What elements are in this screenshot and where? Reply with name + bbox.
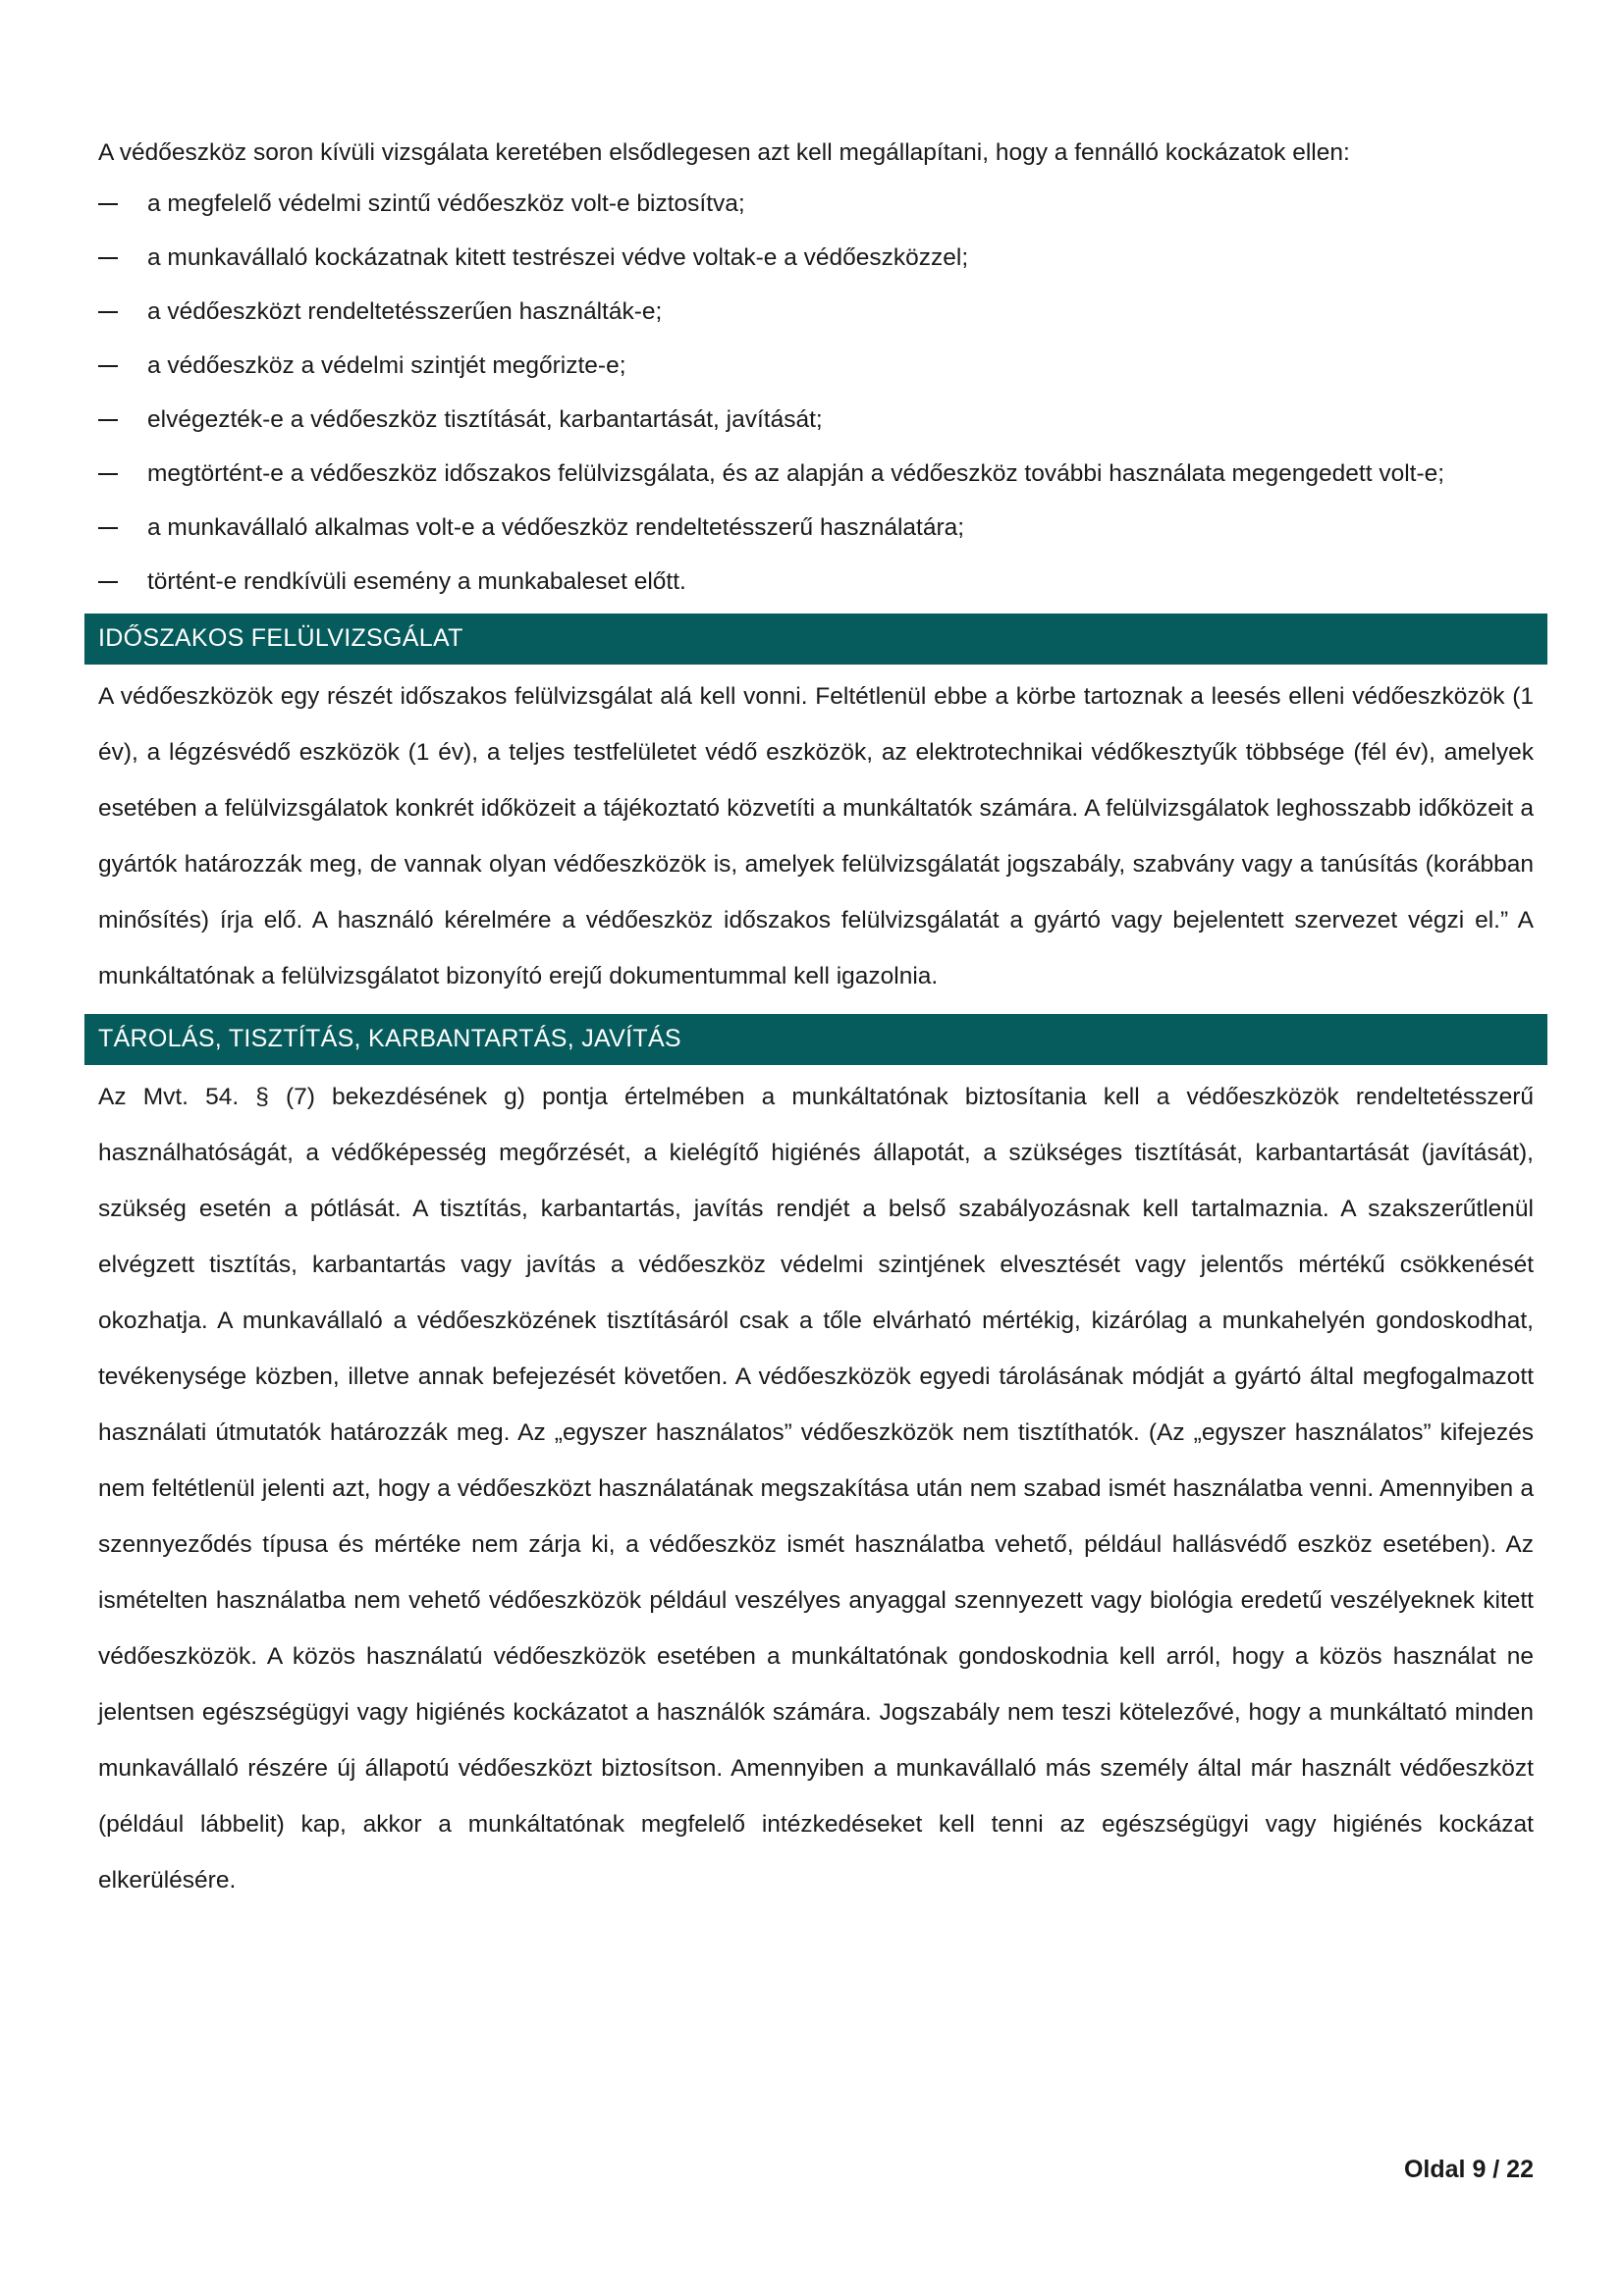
section-body-periodic-inspection: A védőeszközök egy részét időszakos felülvizsgálat alá kell vonni. Feltétlenül ebbe a körbe tartoznak a leesés elleni védőeszközök (1 év), a légzésvédő eszközök (1 év), a teljes testfelületet védő eszközök, az elektrotechnikai védőkesztyűk többsége (fél év), amelyek esetében a felülvizsgálatok konkrét időközeit a tájékoztató közvetíti a munkáltatók számára. A felülvizsgálatok leghosszabb időközeit a gyártók határozzák meg, de vannak olyan védőeszközök is, amelyek felülvizsgálatát jogszabály, szabvány vagy a tanúsítás (korábban minősítés) írja elő. A használó kérelmére a védőeszköz időszakos felülvizsgálatát a gyártó vagy bejelentett szervezet végzi el.” A munkáltatónak a felülvizsgálatot bizonyító erejű dokumentummal kell igazolnia.: [98, 683, 1534, 989]
list-item-text: a védőeszközt rendeltetésszerűen használták-e;: [147, 298, 663, 325]
list-item-text: történt-e rendkívüli esemény a munkabaleset előtt.: [147, 568, 686, 595]
list-item-text: a védőeszköz a védelmi szintjét megőrizte-e;: [147, 352, 626, 379]
list-item-text: elvégezték-e a védőeszköz tisztítását, karbantartását, javítását;: [147, 406, 823, 433]
dash-bullet-icon: [98, 419, 118, 421]
intro-paragraph: A védőeszköz soron kívüli vizsgálata keretében elsődlegesen azt kell megállapítani, hogy a fennálló kockázatok ellen:: [98, 139, 1350, 166]
list-item: [98, 291, 1534, 334]
section-heading-periodic-inspection: IDŐSZAKOS FELÜLVIZSGÁLAT: [84, 614, 1547, 665]
list-item-text: megtörtént-e a védőeszköz időszakos felülvizsgálata, és az alapján a védőeszköz további használata megengedett volt-e;: [147, 460, 1445, 487]
list-item: [98, 237, 1534, 280]
section-heading-storage-cleaning: TÁROLÁS, TISZTÍTÁS, KARBANTARTÁS, JAVÍTÁS: [84, 1014, 1547, 1065]
dash-bullet-icon: [98, 581, 118, 583]
checklist: [98, 183, 1534, 604]
list-item-text: a munkavállaló alkalmas volt-e a védőeszköz rendeltetésszerű használatára;: [147, 514, 965, 541]
list-item: [98, 561, 1534, 604]
page-number: Oldal 9 / 22: [1403, 2156, 1534, 2183]
section-body-storage-cleaning: Az Mvt. 54. § (7) bekezdésének g) pontja értelmében a munkáltatónak biztosítania kell a védőeszközök rendeltetésszerű használhatóságát, a védőképesség megőrzését, a kielégítő higiénés állapotát, a szükséges tisztítását, karbantartását (javítását), szükség esetén a pótlását. A tisztítás, karbantartás, javítás rendjét a belső szabályozásnak kell tartalmaznia. A szakszerűtlenül elvégzett tisztítás, karbantartás vagy javítás a védőeszköz védelmi szintjének elvesztését vagy jelentős mértékű csökkenését okozhatja. A munkavállaló a védőeszközének tisztításáról csak a tőle elvárható mértékig, kizárólag a munkahelyén gondoskodhat, tevékenysége közben, illetve annak befejezését követően. A védőeszközök egyedi tárolásának módját a gyártó által megfogalmazott használati útmutatók határozzák meg. Az „egyszer használatos” védőeszközök nem tisztíthatók. (Az „egyszer használatos” kifejezés nem feltétlenül jelenti azt, hogy a védőeszközt használatának megszakítása után nem szabad ismét használatba venni. Amennyiben a szennyeződés típusa és mértéke nem zárja ki, a védőeszköz ismét használatba vehető, például hallásvédő eszköz esetében). Az ismételten használatba nem vehető védőeszközök például veszélyes anyaggal szennyezett vagy biológia eredetű veszélyeknek kitett védőeszközök. A közös használatú védőeszközök esetében a munkáltatónak gondoskodnia kell arról, hogy a közös használat ne jelentsen egészségügyi vagy higiénés kockázatot a használók számára. Jogszabály nem teszi kötelezővé, hogy a munkáltató minden munkavállaló részére új állapotú védőeszközt biztosítson. Amennyiben a munkavállaló más személy által már használt védőeszközt (például lábbelit) kap, akkor a munkáltatónak megfelelő intézkedéseket kell tenni az egészségügyi vagy higiénés kockázat elkerülésére.: [98, 1084, 1534, 1894]
list-item: [98, 507, 1534, 550]
dash-bullet-icon: [98, 527, 118, 529]
list-item-text: a munkavállaló kockázatnak kitett testrészei védve voltak-e a védőeszközzel;: [147, 244, 969, 271]
document-page: [98, 126, 1534, 1908]
dash-bullet-icon: [98, 365, 118, 367]
list-item: [98, 453, 1534, 496]
dash-bullet-icon: [98, 257, 118, 259]
dash-bullet-icon: [98, 473, 118, 475]
dash-bullet-icon: [98, 311, 118, 313]
dash-bullet-icon: [98, 203, 118, 205]
list-item-text: a megfelelő védelmi szintű védőeszköz volt-e biztosítva;: [147, 190, 745, 217]
list-item: [98, 183, 1534, 226]
list-item: [98, 345, 1534, 388]
list-item: [98, 399, 1534, 442]
